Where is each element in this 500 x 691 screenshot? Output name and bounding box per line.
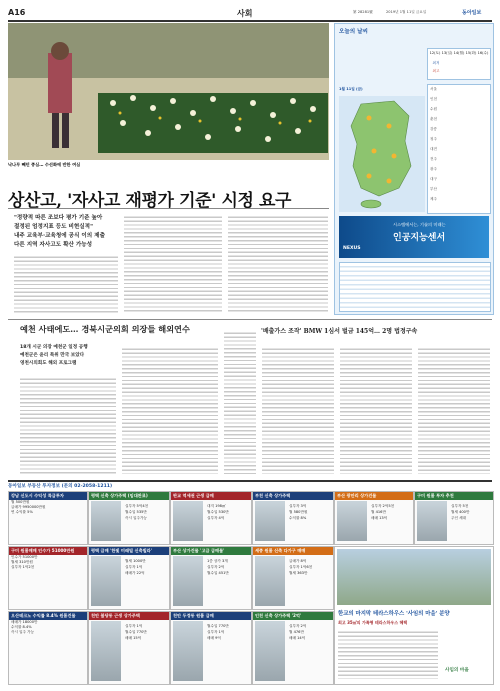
flower-photo bbox=[8, 23, 329, 160]
forecast-day-2: 13(일) bbox=[441, 51, 453, 55]
terrace-house-ad[interactable] bbox=[334, 546, 494, 685]
sub-head-4: 다른 지역 자사고도 확산 가능성 bbox=[14, 242, 93, 248]
article3-body-col-3 bbox=[418, 346, 490, 474]
sensor-ad-title: 인공지능센서 bbox=[393, 233, 446, 243]
property-ad-11-line-2: 수익률 8.4% bbox=[11, 625, 32, 629]
header-rule bbox=[8, 20, 492, 22]
property-ad-4-image bbox=[255, 501, 285, 541]
forecast-day-1: 12(토) bbox=[429, 51, 441, 55]
article-body-col-2 bbox=[124, 214, 222, 314]
sensor-ad-tagline: 시스템에서는, 기술의 미래는 bbox=[393, 222, 446, 227]
property-ad-11[interactable] bbox=[8, 611, 88, 685]
property-ad-3-line-1: 대지 198㎡ bbox=[207, 504, 226, 508]
property-ad-4[interactable] bbox=[252, 491, 334, 545]
photo-caption-title: 낙나무 빼던 종심… 수선화에 반한 여심 bbox=[8, 162, 81, 167]
property-ad-6-line-3: 주인 세대 bbox=[451, 516, 467, 520]
article2-body-col-2 bbox=[122, 346, 218, 474]
property-ad-11-title: 오산테크노 수익률 8.4% 원룸건물 bbox=[9, 612, 87, 620]
forecast-day-3: 14(월) bbox=[453, 51, 465, 55]
article2-subheads bbox=[20, 344, 124, 368]
sub-head-2: 절정된 엄정지표 등도 비현실적" bbox=[14, 224, 94, 230]
property-ad-7[interactable] bbox=[8, 546, 88, 610]
property-ad-1-line-2: 급매가 9950000만원 bbox=[11, 505, 46, 509]
city-3: 수원 bbox=[430, 107, 437, 111]
property-ad-8[interactable] bbox=[88, 546, 170, 610]
property-ad-1-line-3: 연 수익률 5% bbox=[11, 510, 33, 514]
property-ad-12[interactable] bbox=[88, 611, 170, 685]
article2-body-col-3 bbox=[224, 330, 256, 474]
forecast-day-5: 16(수) bbox=[477, 51, 489, 55]
weather-details-table bbox=[339, 262, 491, 312]
property-ad-4-line-2: 월 580만원 bbox=[289, 510, 308, 514]
property-ad-14-line-3: 매매 14억 bbox=[289, 636, 306, 640]
property-ad-10-line-3: 월세 363만 bbox=[289, 571, 308, 575]
property-ad-9-title: 부산 상가건물 '고급 급매물' bbox=[171, 547, 251, 555]
property-ad-5-title: 부산 광안리 상가건물 bbox=[335, 492, 413, 500]
article-body-col-3 bbox=[228, 214, 328, 314]
property-ad-5-line-2: 월 416만 bbox=[371, 510, 386, 514]
property-ad-2-line-1: 실투자 5억4천 bbox=[125, 504, 149, 508]
property-ad-12-image bbox=[91, 621, 121, 681]
property-ad-13-line-3: 매매 9억 bbox=[207, 636, 221, 640]
city-11: 부산 bbox=[430, 187, 437, 191]
property-ads-header: 동아일보 부동산 투자정보 (문의 02-2058-1211) bbox=[8, 484, 113, 489]
weather-date: 1월 11일 (금) bbox=[339, 87, 363, 91]
property-ad-6[interactable] bbox=[414, 491, 494, 545]
terrace-house-brand: 사임의 마을 bbox=[445, 668, 469, 673]
property-ad-7-line-2: 월세 310만원 bbox=[11, 560, 33, 564]
property-ad-6-image bbox=[417, 501, 447, 541]
property-ad-10-image bbox=[255, 556, 285, 606]
forecast-strip bbox=[427, 48, 491, 80]
property-ad-11-line-3: 즉시 입주 가능 bbox=[11, 630, 35, 634]
property-ad-9-line-2: 실투자 2억 bbox=[207, 565, 225, 569]
article3-body-col-1 bbox=[262, 346, 334, 474]
property-ad-5-image bbox=[337, 501, 367, 541]
section-title: 사회 bbox=[237, 9, 253, 18]
property-ad-8-line-2: 실투자 1억 bbox=[125, 565, 143, 569]
forecast-label-min: 최저 bbox=[432, 61, 440, 65]
property-ad-7-title: 구미 원룸매매 인수가 51000만원 bbox=[9, 547, 87, 555]
property-ad-12-line-3: 매매 15억 bbox=[125, 636, 142, 640]
property-ad-13-line-2: 실투자 1억 bbox=[207, 630, 225, 634]
article3-headline: '배출가스 조작' BMW 1심서 벌금 145억… 2명 법정구속 bbox=[261, 328, 418, 335]
property-ad-8-image bbox=[91, 556, 121, 606]
city-9: 광주 bbox=[430, 167, 437, 171]
article2-sub-3: 영천시의회도 해외 프로그램 bbox=[20, 361, 77, 366]
sub-head-3: 내주 교육부·교육청에 공식 이의 제출 bbox=[14, 233, 105, 239]
property-ad-13-image bbox=[173, 621, 203, 681]
property-ad-2-title: 평택 신축 상가주택 (임대완료) bbox=[89, 492, 169, 500]
property-ad-14-title: 인천 신축 상가주택 '2억' bbox=[253, 612, 333, 620]
sub-heads bbox=[14, 214, 134, 250]
city-10: 대구 bbox=[430, 177, 437, 181]
article2-sub-1: 18개 시군 의장 예천군 일정 공행 bbox=[20, 345, 88, 350]
property-ad-8-line-1: 월세 1000만 bbox=[125, 559, 146, 563]
property-ad-9-line-1: 1층 상가 3개 bbox=[207, 559, 228, 563]
property-ad-14[interactable] bbox=[252, 611, 334, 685]
property-ad-12-title: 천안 불당동 근생 상가주택 bbox=[89, 612, 169, 620]
property-ad-8-title: 평택 급매 '한빛 미래빌 신축빌라' bbox=[89, 547, 169, 555]
city-1: 서울 bbox=[430, 87, 437, 91]
property-ad-2-image bbox=[91, 501, 121, 541]
property-ad-14-line-2: 월 476만 bbox=[289, 630, 304, 634]
forecast-label-max: 최고 bbox=[432, 69, 440, 73]
property-ad-4-title: 부천 신축 상가주택 bbox=[253, 492, 333, 500]
property-ad-9-line-3: 월수입 451만 bbox=[207, 571, 229, 575]
article-body-col-1 bbox=[14, 254, 118, 314]
property-ad-13-title: 천안 두정동 원룸 급매 bbox=[171, 612, 251, 620]
sensor-ad bbox=[339, 216, 489, 258]
property-ad-3-title: 판교 역세권 근생 급매 bbox=[171, 492, 251, 500]
property-ad-12-line-2: 월수입 770만 bbox=[125, 630, 147, 634]
property-ad-5-line-1: 실투자 2억5천 bbox=[371, 504, 395, 508]
terrace-house-photo bbox=[337, 549, 491, 605]
property-ad-10-line-2: 실투자 1억6천 bbox=[289, 565, 313, 569]
property-ad-14-image bbox=[255, 621, 285, 681]
city-7: 대전 bbox=[430, 147, 437, 151]
property-ad-4-line-3: 수익률 8% bbox=[289, 516, 307, 520]
weather-title: 오늘의 날씨 bbox=[339, 29, 368, 35]
weather-map bbox=[339, 96, 425, 212]
property-ad-14-line-1: 실투자 2억 bbox=[289, 624, 307, 628]
city-table bbox=[427, 84, 491, 214]
property-ad-1-title: 강남 신도시 수익성 특급투자 bbox=[9, 492, 87, 500]
sensor-ad-brand: NEXUS bbox=[343, 246, 361, 251]
city-5: 강릉 bbox=[430, 127, 437, 131]
property-ad-9[interactable] bbox=[170, 546, 252, 610]
property-ad-12-line-1: 실투자 1억 bbox=[125, 624, 143, 628]
property-ad-11-line-1: 매매가 18000만 bbox=[11, 620, 38, 624]
paper-name: 동아일보 bbox=[462, 10, 482, 16]
terrace-house-title: 한교의 마지막 테라스하우스 '사임의 마을' 분양 bbox=[338, 611, 450, 617]
article2-body-col-1 bbox=[20, 376, 116, 474]
page-number: A16 bbox=[8, 8, 26, 17]
terrace-house-body bbox=[338, 629, 438, 679]
sub-head-1: "정량적 따른 조보다 평가 기준 높아 bbox=[14, 215, 103, 221]
property-ad-10-line-1: 급매가 8억 bbox=[289, 559, 307, 563]
property-ad-8-line-3: 매매가 22억 bbox=[125, 571, 145, 575]
property-ad-1-line-1: 월 500만원 bbox=[11, 500, 30, 504]
article2-headline: 예천 사태에도… 경북시군의회 의장들 해외연수 bbox=[20, 324, 190, 334]
property-ad-2[interactable] bbox=[88, 491, 170, 545]
headline-rule bbox=[8, 208, 329, 209]
property-ad-4-line-1: 실투자 3억 bbox=[289, 504, 307, 508]
issue-date: 2019년 1월 11일 금요일 bbox=[386, 10, 427, 14]
forecast-day-4: 15(화) bbox=[465, 51, 477, 55]
property-ad-3-line-2: 월수입 530만 bbox=[207, 510, 229, 514]
property-ad-1[interactable] bbox=[8, 491, 88, 545]
property-ad-5[interactable] bbox=[334, 491, 414, 545]
photo-caption bbox=[8, 162, 329, 178]
property-ad-3-image bbox=[173, 501, 203, 541]
property-ad-13-line-1: 월수입 770만 bbox=[207, 624, 229, 628]
city-2: 인천 bbox=[430, 97, 437, 101]
property-ad-3[interactable] bbox=[170, 491, 252, 545]
city-12: 제주 bbox=[430, 197, 437, 201]
city-8: 전주 bbox=[430, 157, 437, 161]
property-ad-10[interactable] bbox=[252, 546, 334, 610]
page-header bbox=[8, 7, 492, 19]
property-ad-5-line-3: 매매 13억 bbox=[371, 516, 388, 520]
ads-rule bbox=[8, 480, 492, 482]
property-ad-6-line-1: 실투자 5천 bbox=[451, 504, 469, 508]
property-ad-10-title: 세종 원룸 신축 다가구 매매 bbox=[253, 547, 333, 555]
property-ad-7-line-1: 인수가 51000만 bbox=[11, 555, 38, 559]
terrace-house-sub: 최고 35㎡의 가족형 테라스하우스 혜택 bbox=[338, 620, 408, 625]
article2-sub-2: 예천군은 윤리 특위 만국 보았다 bbox=[20, 353, 85, 358]
property-ad-9-image bbox=[173, 556, 203, 606]
section-rule-1 bbox=[8, 319, 492, 320]
issue-number: 第 28281號 bbox=[353, 10, 373, 14]
property-ad-13[interactable] bbox=[170, 611, 252, 685]
article3-body-col-2 bbox=[340, 346, 412, 474]
property-ad-7-line-3: 실투자 1억2천 bbox=[11, 565, 35, 569]
main-headline: 상산고, '자사고 재평가 기준' 시정 요구 bbox=[8, 191, 292, 211]
city-6: 청주 bbox=[430, 137, 437, 141]
property-ad-3-line-3: 실투자 4억 bbox=[207, 516, 225, 520]
city-4: 춘천 bbox=[430, 117, 437, 121]
property-ad-2-line-3: 즉시 입주가능 bbox=[125, 516, 147, 520]
property-ad-2-line-2: 월수입 535만 bbox=[125, 510, 147, 514]
weather-panel bbox=[334, 23, 494, 315]
property-ad-6-title: 구미 원룸 투자 추천 bbox=[415, 492, 493, 500]
property-ad-6-line-2: 월세 400만 bbox=[451, 510, 470, 514]
